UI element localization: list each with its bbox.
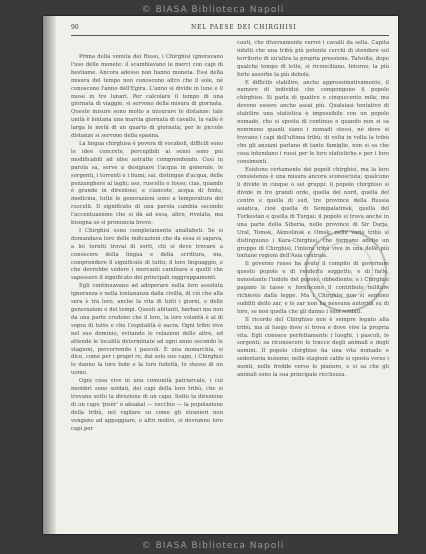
page-number: 90 — [71, 24, 79, 31]
watermark-bottom: © BIASA Biblioteca Napoli — [141, 541, 285, 551]
header-rule — [71, 35, 389, 36]
paragraph: cauti, che diversamente verrei i cavalli da sella. Capita infatti che una tribù più potente cerchi di stendere sul territorio di un'altra la propria pressione. Talvolta, dopo qualche tempo di lotte, si riconciliano. Intorno, la più forte assorbe la più debole. — [237, 40, 389, 78]
paragraph: Egli continuavano ad adoperare nella loro assoluta ignoranza e nella lontananza dalla civiltà, di ciò che alla sera è tra loro, anche la vita di tutti i giorni, e delle generazioni e dei tempi. Questi abitanti, barbari ma non da una parte credono che il loro, la loro volontà è al di sopra di tutto e che l'ospitalità è sacra. Ogni tribù vive nel suo dominio, evitando le relazioni delle altre, ed attende le località determinate ad ogni anno secondo le stagioni, percorrendo i pascoli. È una monarchia, si dice, come per i propri re, dal solo suo capo, i Chirghisi le danno la loro fede e la loro fedeltà, lo stesso di un uomo. — [71, 283, 223, 377]
paragraph: Il governo russo ha avuto il compito di governare questo popolo e di renderlo soggetto, e di farlo, nonostante l'indole del popolo, obbediente; e i Chirghisi pagano le tasse e forniscono il contributo militare richiesto dalla legge. Ma i Chirghisi non si sentono sudditi dello zar, e lo zar non ha nessuna autorità su di loro, se non quella che gli danno i suoi soldati. — [237, 261, 389, 315]
document-page — [43, 16, 398, 534]
paragraph: Esistono certamente dei popoli chirghisi, ma la loro consistenza è una misura ancora sconosciuta; qualcuno li divide in cinque o sei gruppi: il popolo chirghiso si divide in tre grandi orde, quella del nord, quella del centro e quella di sud, tre province della Russia asiatica, cioè quella di Semipalatinsk, quella del Turkestan e quella di Turgai; il popolo si trova anche in una parte della Siberia, nelle province di Sir Darja, Ural, Tomsk, Akmolinsk e Omsk; nelle varie tribù si distinguono i Kara-Chirghisi, che formano anche un gruppo di Chirghisi, l'intera tribù vive in una delle più lontane regioni dell'Asia centrale. — [237, 166, 389, 260]
watermark-top: © BIASA Biblioteca Napoli — [141, 5, 285, 15]
paragraph: Il ricordo del Chirghiso non è sempre legato alla tribù, ma al luogo dove si trova e dove vive la propria vita. Egli conosce perfettamente i luoghi, i pascoli, le sorgenti; sa riconoscere le tracce degli animali e degli uomini. Il popolo chirghiso ha una vita nomade e sedentaria insieme; nelle stagioni calde si sposta verso i monti, nelle fredde verso le pianure, e si sa che gli animali sono la sua principale ricchezza. — [237, 316, 389, 379]
section-gap — [71, 40, 223, 54]
paragraph: Ogni cosa vive in una comunità patriarcale, i cui membri sono soldati, dei capi della loro tribù, che si trovano sotto la direzione di un capo. Sotto la direzione di un capo 'pisèr' o aksakal — vecchio — la popolazione della tribù, nel vigilare su come gli stranieri non vengano ad appoggiare, o altri motivi, si dovranno loro capi per — [71, 378, 223, 432]
right-column — [237, 40, 389, 380]
running-title: NEL PAESE DEI CHIRGHISI — [191, 24, 297, 31]
paragraph: Prima della venuta dei Russi, i Chirghisi ignoravano l'uso delle monete: il scambiavano le merci con capi di bestiame. Ancora adesso non hanno moneta. Essi della misura del tempo non conoscono altro che il sole, né conoscono l'anno dell'Egira. L'anno si divide in lune e il mese in tre lunari. Per calcolare il tempo di una giornata di viaggio, si servono della misura di giornata. Queste misure sono molto a misurare le distanze: tale unità è lontana una marcia giornata di cavallo, la valle è larga le metà di un quarto di giornata; per le piccole distanze si servono della spanna. — [71, 54, 223, 140]
binding-spine — [43, 16, 57, 534]
paragraph: E difficile stabilire, anche approssimativamente, il numero di individui che compongono il popolo chirghiso. Si parla di quattro o cinquecento mila; ma devono essere anche assai più. Qualsiasi tentativo di stabilire una statistica è impossibile con un popolo nomade, che si sposta di continuo e quando non si sa nemmeno quanti siano i nomadi stessi, né dove si trovano i capi dell'ultima tribù; di volta in volta la tribù che gli anziani parlano di tante famiglie, non si sa che cosa intendano i russi per le loro statistiche e per i loro censimenti. — [237, 79, 389, 165]
paragraph: La lingua chirghisa è povera di vocaboli, difficili sono le idee concrete, percepibili ai sensi sono poi modificabili ad idee astratte comprendendo. Così in parola sa, serve a designare l'acqua in generale, le sorgenti, i torrenti e i fiumi; sai, distingue d'acqua, delle pozzanghere ai laghi; ass, ruscello o fosso; cias, quando è grande in direzione; e ciancote, acqua di fonte, medicina, tutte le generazioni sono a temperatura dei ruscelli. Il significato di una parola cambia secondo l'accentuazione che si dà ad essa, altro, rivelata, ma bisogna se si pronuncia breve. — [71, 140, 223, 227]
left-column — [71, 40, 223, 434]
paragraph: I Chirghisi sono completamente analfabeti. Se si domandava loro delle indicazioni che da essa si sapeva, a lei torniti trovai di sorti, chi si deve trovare a conoscere della lingua e della scrittura, ma, comprendere il significato di tutto; il loro linguaggio, e che dovrebbe vedere i mercanti cambiare e quelli che sapessero il significato dei principali raggruppamenti. — [71, 227, 223, 282]
